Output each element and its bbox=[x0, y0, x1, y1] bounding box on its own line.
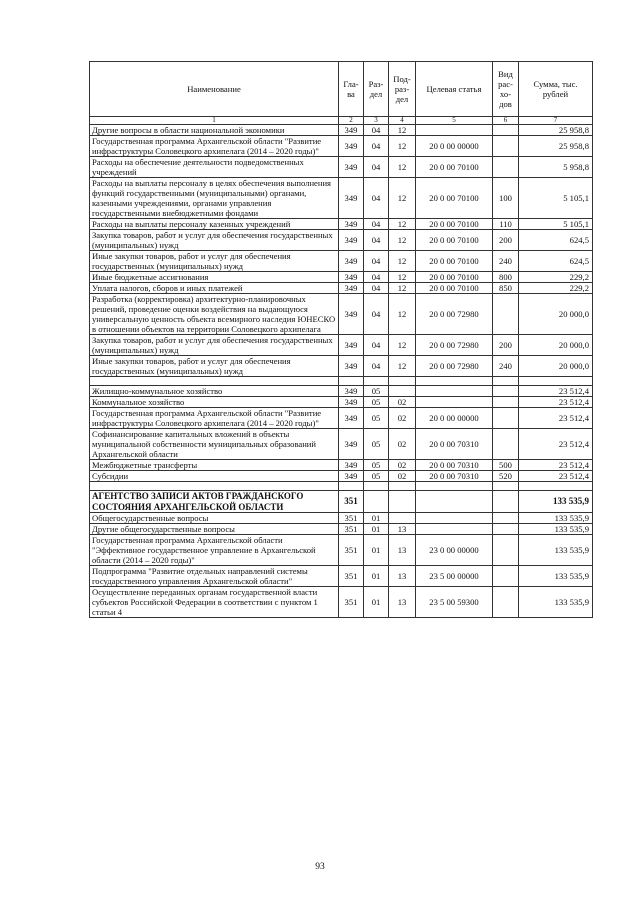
table-row bbox=[90, 566, 593, 587]
cell-sum: 23 512,4 bbox=[519, 397, 593, 408]
table-row bbox=[90, 294, 593, 335]
empty-cell bbox=[493, 482, 519, 491]
cell-name: Уплата налогов, сборов и иных платежей bbox=[90, 283, 339, 294]
table-row bbox=[90, 136, 593, 157]
empty-cell bbox=[364, 377, 389, 386]
cell-sum: 23 512,4 bbox=[519, 429, 593, 460]
cell-razdel: 04 bbox=[364, 272, 389, 283]
cell-sum: 133 535,9 bbox=[519, 566, 593, 587]
cell-expense-type bbox=[493, 136, 519, 157]
cell-target-article: 23 5 00 00000 bbox=[416, 566, 493, 587]
cell-expense-type: 100 bbox=[493, 178, 519, 219]
cell-name: Софинансирование капитальных вложений в объекты муниципальной собственности муниципальных образований Архангельской области bbox=[90, 429, 339, 460]
cell-name: Подпрограмма "Развитие отдельных направлений системы государственного управления Архангельской области" bbox=[90, 566, 339, 587]
cell-glava: 349 bbox=[339, 294, 364, 335]
cell-podrazdel bbox=[389, 491, 416, 513]
cell-glava: 349 bbox=[339, 460, 364, 471]
cell-podrazdel: 12 bbox=[389, 283, 416, 294]
spacer-row bbox=[90, 482, 593, 491]
header-sum: Сумма, тыс. рублей bbox=[519, 62, 593, 117]
empty-cell bbox=[339, 377, 364, 386]
cell-name: Межбюджетные трансферты bbox=[90, 460, 339, 471]
cell-podrazdel: 12 bbox=[389, 230, 416, 251]
column-number: 2 bbox=[339, 117, 364, 125]
cell-podrazdel: 12 bbox=[389, 335, 416, 356]
cell-expense-type bbox=[493, 513, 519, 524]
cell-target-article: 20 0 00 70310 bbox=[416, 471, 493, 482]
cell-name: Общегосударственные вопросы bbox=[90, 513, 339, 524]
cell-sum: 23 512,4 bbox=[519, 471, 593, 482]
table-row bbox=[90, 178, 593, 219]
cell-podrazdel: 12 bbox=[389, 157, 416, 178]
cell-razdel: 01 bbox=[364, 524, 389, 535]
empty-cell bbox=[90, 482, 339, 491]
table-row bbox=[90, 513, 593, 524]
cell-expense-type: 200 bbox=[493, 335, 519, 356]
table-row bbox=[90, 219, 593, 230]
cell-target-article bbox=[416, 397, 493, 408]
cell-glava: 349 bbox=[339, 251, 364, 272]
cell-target-article bbox=[416, 386, 493, 397]
cell-glava: 349 bbox=[339, 471, 364, 482]
cell-sum: 133 535,9 bbox=[519, 513, 593, 524]
column-number: 5 bbox=[416, 117, 493, 125]
empty-cell bbox=[416, 377, 493, 386]
cell-glava: 349 bbox=[339, 272, 364, 283]
cell-target-article: 20 0 00 70100 bbox=[416, 283, 493, 294]
cell-glava: 351 bbox=[339, 491, 364, 513]
table-row bbox=[90, 251, 593, 272]
header-target-article: Целевая статья bbox=[416, 62, 493, 117]
cell-razdel: 01 bbox=[364, 513, 389, 524]
cell-sum: 229,2 bbox=[519, 272, 593, 283]
column-number: 4 bbox=[389, 117, 416, 125]
table-row bbox=[90, 125, 593, 136]
cell-expense-type bbox=[493, 524, 519, 535]
cell-expense-type: 500 bbox=[493, 460, 519, 471]
cell-razdel: 04 bbox=[364, 335, 389, 356]
cell-expense-type bbox=[493, 587, 519, 618]
cell-target-article: 20 0 00 70100 bbox=[416, 219, 493, 230]
cell-glava: 351 bbox=[339, 513, 364, 524]
cell-glava: 349 bbox=[339, 125, 364, 136]
cell-podrazdel: 12 bbox=[389, 125, 416, 136]
cell-razdel: 04 bbox=[364, 294, 389, 335]
cell-name: АГЕНТСТВО ЗАПИСИ АКТОВ ГРАЖДАНСКОГО СОСТОЯНИЯ АРХАНГЕЛЬСКОЙ ОБЛАСТИ bbox=[90, 491, 339, 513]
cell-sum: 5 105,1 bbox=[519, 219, 593, 230]
cell-target-article bbox=[416, 524, 493, 535]
cell-name: Расходы на выплаты персоналу в целях обеспечения выполнения функций государственными (муниципальными) органами, казенными учреждениями, органами управления государственными внебюджетными фондами bbox=[90, 178, 339, 219]
empty-cell bbox=[416, 482, 493, 491]
cell-name: Закупка товаров, работ и услуг для обеспечения государственных (муниципальных) нужд bbox=[90, 230, 339, 251]
cell-target-article: 20 0 00 70100 bbox=[416, 251, 493, 272]
cell-target-article: 20 0 00 00000 bbox=[416, 408, 493, 429]
cell-expense-type bbox=[493, 386, 519, 397]
header-glava: Гла-ва bbox=[339, 62, 364, 117]
cell-sum: 5 958,8 bbox=[519, 157, 593, 178]
cell-sum: 20 000,0 bbox=[519, 335, 593, 356]
header-expense-type: Вид рас-хо-дов bbox=[493, 62, 519, 117]
cell-glava: 349 bbox=[339, 356, 364, 377]
cell-podrazdel: 12 bbox=[389, 178, 416, 219]
cell-sum: 5 105,1 bbox=[519, 178, 593, 219]
cell-target-article: 23 0 00 00000 bbox=[416, 535, 493, 566]
cell-razdel: 05 bbox=[364, 471, 389, 482]
table-row bbox=[90, 587, 593, 618]
cell-razdel bbox=[364, 491, 389, 513]
cell-glava: 349 bbox=[339, 230, 364, 251]
column-number: 6 bbox=[493, 117, 519, 125]
cell-glava: 349 bbox=[339, 397, 364, 408]
table-row bbox=[90, 230, 593, 251]
cell-glava: 349 bbox=[339, 136, 364, 157]
empty-cell bbox=[519, 377, 593, 386]
cell-glava: 349 bbox=[339, 219, 364, 230]
table-row bbox=[90, 283, 593, 294]
cell-sum: 133 535,9 bbox=[519, 535, 593, 566]
cell-expense-type bbox=[493, 294, 519, 335]
cell-glava: 351 bbox=[339, 524, 364, 535]
cell-target-article: 20 0 00 70310 bbox=[416, 460, 493, 471]
cell-name: Закупка товаров, работ и услуг для обеспечения государственных (муниципальных) нужд bbox=[90, 335, 339, 356]
column-number: 3 bbox=[364, 117, 389, 125]
table-row bbox=[90, 356, 593, 377]
cell-expense-type bbox=[493, 566, 519, 587]
cell-glava: 351 bbox=[339, 535, 364, 566]
table-row bbox=[90, 157, 593, 178]
cell-glava: 349 bbox=[339, 386, 364, 397]
empty-cell bbox=[364, 482, 389, 491]
cell-sum: 133 535,9 bbox=[519, 491, 593, 513]
cell-sum: 229,2 bbox=[519, 283, 593, 294]
cell-razdel: 01 bbox=[364, 535, 389, 566]
column-number: 1 bbox=[90, 117, 339, 125]
cell-razdel: 04 bbox=[364, 157, 389, 178]
cell-podrazdel: 12 bbox=[389, 294, 416, 335]
cell-name: Субсидии bbox=[90, 471, 339, 482]
cell-razdel: 04 bbox=[364, 283, 389, 294]
cell-sum: 25 958,8 bbox=[519, 136, 593, 157]
cell-podrazdel: 12 bbox=[389, 219, 416, 230]
cell-name: Расходы на выплаты персоналу казенных учреждений bbox=[90, 219, 339, 230]
cell-sum: 25 958,8 bbox=[519, 125, 593, 136]
cell-sum: 23 512,4 bbox=[519, 460, 593, 471]
table-row bbox=[90, 272, 593, 283]
cell-podrazdel: 12 bbox=[389, 272, 416, 283]
cell-name: Жилищно-коммунальное хозяйство bbox=[90, 386, 339, 397]
empty-cell bbox=[519, 482, 593, 491]
cell-razdel: 01 bbox=[364, 587, 389, 618]
cell-podrazdel: 13 bbox=[389, 524, 416, 535]
cell-name: Государственная программа Архангельской области "Эффективное государственное управление в Архангельской области (2014 – 2020 годы)" bbox=[90, 535, 339, 566]
cell-target-article: 20 0 00 70100 bbox=[416, 178, 493, 219]
cell-target-article: 20 0 00 72980 bbox=[416, 335, 493, 356]
cell-podrazdel: 13 bbox=[389, 566, 416, 587]
cell-target-article: 20 0 00 70100 bbox=[416, 230, 493, 251]
cell-expense-type bbox=[493, 491, 519, 513]
cell-name: Другие общегосударственные вопросы bbox=[90, 524, 339, 535]
cell-glava: 349 bbox=[339, 429, 364, 460]
cell-target-article: 20 0 00 70100 bbox=[416, 272, 493, 283]
cell-razdel: 05 bbox=[364, 429, 389, 460]
cell-razdel: 04 bbox=[364, 178, 389, 219]
cell-sum: 133 535,9 bbox=[519, 587, 593, 618]
cell-razdel: 04 bbox=[364, 251, 389, 272]
cell-name: Осуществление переданных органам государственной власти субъектов Российской Федерации в соответствии с пунктом 1 статьи 4 bbox=[90, 587, 339, 618]
cell-expense-type: 200 bbox=[493, 230, 519, 251]
cell-sum: 133 535,9 bbox=[519, 524, 593, 535]
cell-glava: 351 bbox=[339, 587, 364, 618]
cell-podrazdel: 02 bbox=[389, 408, 416, 429]
header-name: Наименование bbox=[90, 62, 339, 117]
cell-expense-type bbox=[493, 535, 519, 566]
table-row bbox=[90, 460, 593, 471]
cell-razdel: 04 bbox=[364, 136, 389, 157]
cell-expense-type: 110 bbox=[493, 219, 519, 230]
table-row bbox=[90, 535, 593, 566]
cell-razdel: 04 bbox=[364, 356, 389, 377]
cell-name: Расходы на обеспечение деятельности подведомственных учреждений bbox=[90, 157, 339, 178]
cell-expense-type bbox=[493, 157, 519, 178]
cell-target-article bbox=[416, 125, 493, 136]
cell-razdel: 04 bbox=[364, 230, 389, 251]
empty-cell bbox=[389, 377, 416, 386]
cell-glava: 351 bbox=[339, 566, 364, 587]
table-row bbox=[90, 408, 593, 429]
empty-cell bbox=[389, 482, 416, 491]
cell-target-article: 20 0 00 70310 bbox=[416, 429, 493, 460]
cell-glava: 349 bbox=[339, 157, 364, 178]
empty-cell bbox=[90, 377, 339, 386]
cell-name: Иные бюджетные ассигнования bbox=[90, 272, 339, 283]
cell-name: Государственная программа Архангельской области "Развитие инфраструктуры Соловецкого архипелага (2014 – 2020 годы)" bbox=[90, 136, 339, 157]
cell-podrazdel: 12 bbox=[389, 136, 416, 157]
cell-glava: 349 bbox=[339, 283, 364, 294]
cell-glava: 349 bbox=[339, 408, 364, 429]
agency-row bbox=[90, 491, 593, 513]
table-row bbox=[90, 429, 593, 460]
cell-glava: 349 bbox=[339, 178, 364, 219]
cell-expense-type: 240 bbox=[493, 356, 519, 377]
cell-razdel: 01 bbox=[364, 566, 389, 587]
cell-target-article: 23 5 00 59300 bbox=[416, 587, 493, 618]
cell-podrazdel: 02 bbox=[389, 397, 416, 408]
cell-expense-type bbox=[493, 429, 519, 460]
budget-table bbox=[89, 61, 593, 618]
empty-cell bbox=[493, 377, 519, 386]
cell-podrazdel: 12 bbox=[389, 356, 416, 377]
cell-expense-type bbox=[493, 125, 519, 136]
cell-name: Разработка (корректировка) архитектурно-планировочных решений, проведение оценки воздействия на выдающуюся универсальную ценность объекта всемирного наследия ЮНЕСКО в отношении объектов на территории Соловецкого архипелага bbox=[90, 294, 339, 335]
cell-sum: 23 512,4 bbox=[519, 386, 593, 397]
cell-name: Коммунальное хозяйство bbox=[90, 397, 339, 408]
cell-razdel: 05 bbox=[364, 408, 389, 429]
spacer-row bbox=[90, 377, 593, 386]
cell-sum: 624,5 bbox=[519, 251, 593, 272]
table-row bbox=[90, 386, 593, 397]
cell-target-article: 20 0 00 00000 bbox=[416, 136, 493, 157]
empty-cell bbox=[339, 482, 364, 491]
cell-expense-type: 800 bbox=[493, 272, 519, 283]
cell-razdel: 05 bbox=[364, 386, 389, 397]
table-row bbox=[90, 524, 593, 535]
cell-razdel: 04 bbox=[364, 219, 389, 230]
cell-sum: 23 512,4 bbox=[519, 408, 593, 429]
cell-glava: 349 bbox=[339, 335, 364, 356]
cell-razdel: 04 bbox=[364, 125, 389, 136]
cell-expense-type bbox=[493, 408, 519, 429]
cell-target-article: 20 0 00 70100 bbox=[416, 157, 493, 178]
table-row bbox=[90, 471, 593, 482]
cell-target-article bbox=[416, 513, 493, 524]
cell-podrazdel: 12 bbox=[389, 251, 416, 272]
page-number: 93 bbox=[315, 862, 325, 872]
cell-podrazdel: 02 bbox=[389, 460, 416, 471]
cell-name: Государственная программа Архангельской области "Развитие инфраструктуры Соловецкого архипелага (2014 – 2020 годы)" bbox=[90, 408, 339, 429]
cell-name: Иные закупки товаров, работ и услуг для обеспечения государственных (муниципальных) нужд bbox=[90, 251, 339, 272]
table-row bbox=[90, 397, 593, 408]
cell-podrazdel: 13 bbox=[389, 587, 416, 618]
header-razdel: Раз-дел bbox=[364, 62, 389, 117]
cell-podrazdel: 02 bbox=[389, 429, 416, 460]
cell-expense-type: 240 bbox=[493, 251, 519, 272]
cell-sum: 20 000,0 bbox=[519, 294, 593, 335]
cell-target-article: 20 0 00 72980 bbox=[416, 294, 493, 335]
cell-razdel: 05 bbox=[364, 460, 389, 471]
cell-razdel: 05 bbox=[364, 397, 389, 408]
cell-podrazdel bbox=[389, 513, 416, 524]
cell-expense-type: 850 bbox=[493, 283, 519, 294]
header-podrazdel: Под-раз-дел bbox=[389, 62, 416, 117]
cell-name: Иные закупки товаров, работ и услуг для обеспечения государственных (муниципальных) нужд bbox=[90, 356, 339, 377]
table-row bbox=[90, 335, 593, 356]
cell-sum: 20 000,0 bbox=[519, 356, 593, 377]
cell-podrazdel bbox=[389, 386, 416, 397]
column-number: 7 bbox=[519, 117, 593, 125]
cell-sum: 624,5 bbox=[519, 230, 593, 251]
cell-expense-type bbox=[493, 397, 519, 408]
cell-expense-type: 520 bbox=[493, 471, 519, 482]
cell-name: Другие вопросы в области национальной экономики bbox=[90, 125, 339, 136]
header-row bbox=[90, 62, 593, 117]
column-number-row bbox=[90, 117, 593, 125]
cell-podrazdel: 13 bbox=[389, 535, 416, 566]
cell-target-article bbox=[416, 491, 493, 513]
cell-target-article: 20 0 00 72980 bbox=[416, 356, 493, 377]
cell-podrazdel: 02 bbox=[389, 471, 416, 482]
